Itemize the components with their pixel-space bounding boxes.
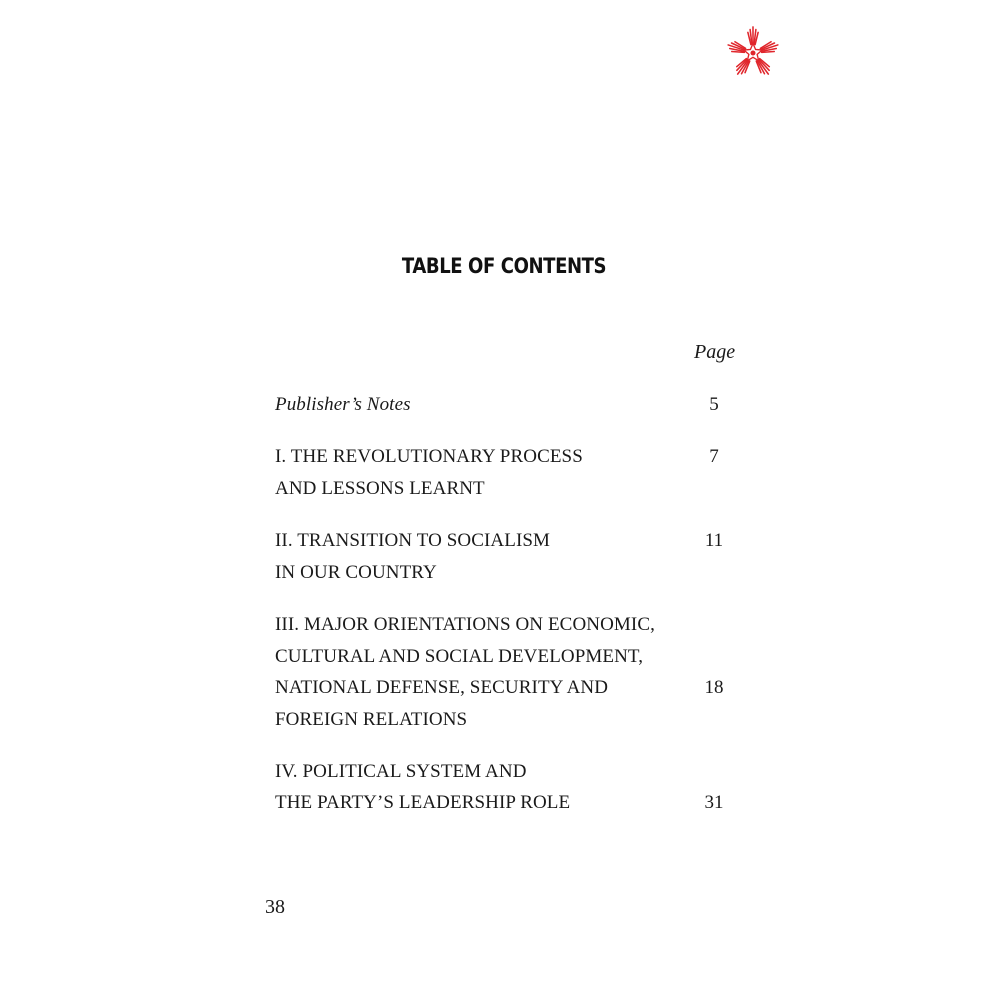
toc-entry-chapter-4-line-1[interactable]: IV. POLITICAL SYSTEM AND xyxy=(275,761,527,782)
toc-entry-chapter-4-line-2[interactable]: THE PARTY’S LEADERSHIP ROLE xyxy=(275,792,571,813)
emblem-ray xyxy=(762,52,775,53)
toc-page-number: 31 xyxy=(704,792,724,813)
toc-page-number: 11 xyxy=(704,530,724,551)
folio-page-number: 38 xyxy=(265,896,285,918)
toc-entry-chapter-2-line-1[interactable]: II. TRANSITION TO SOCIALISM xyxy=(275,530,551,551)
toc-entry-chapter-3-line-4[interactable]: FOREIGN RELATIONS xyxy=(275,709,468,730)
toc-entry-chapter-2-line-2[interactable]: IN OUR COUNTRY xyxy=(275,562,437,583)
page-column-label: Page xyxy=(694,341,736,363)
toc-entry-chapter-1-line-1[interactable]: I. THE REVOLUTIONARY PROCESS xyxy=(275,446,583,467)
toc-entry-chapter-3-line-1[interactable]: III. MAJOR ORIENTATIONS ON ECONOMIC, xyxy=(275,614,655,635)
emblem-center-dot xyxy=(750,50,755,55)
toc-entry-chapter-3-line-3[interactable]: NATIONAL DEFENSE, SECURITY AND xyxy=(275,677,609,698)
toc-page-number: 7 xyxy=(709,446,719,467)
page-title: TABLE OF CONTENTS xyxy=(401,254,607,278)
star-emblem-graphic xyxy=(724,24,782,82)
toc-entry-chapter-3-line-2[interactable]: CULTURAL AND SOCIAL DEVELOPMENT, xyxy=(275,646,644,667)
toc-page-number: 18 xyxy=(704,677,724,698)
toc-entry-chapter-1-line-2[interactable]: AND LESSONS LEARNT xyxy=(275,478,485,499)
toc-page-number: 5 xyxy=(709,394,719,415)
toc-entry-publishers-notes[interactable]: Publisher’s Notes xyxy=(275,394,411,415)
star-emblem-icon xyxy=(724,24,782,82)
